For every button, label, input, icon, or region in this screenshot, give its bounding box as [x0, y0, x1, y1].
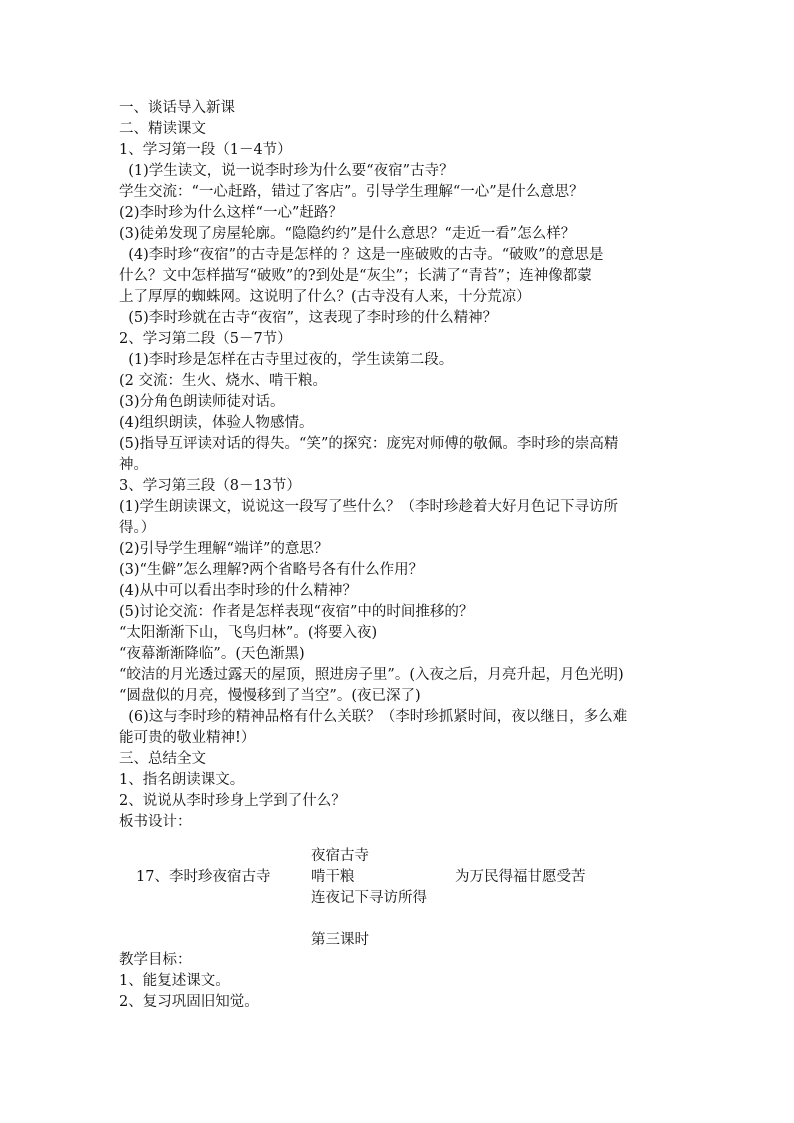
text-line: 板书设计：	[119, 814, 192, 830]
text-line: (3)分角色朗读师徒对话。	[119, 394, 285, 410]
text-line: (5)讨论交流：作者是怎样表现“夜宿”中的时间推移的？	[119, 604, 474, 620]
text-line: 一、谈话导入新课	[119, 100, 235, 116]
text-line: 二、精读课文	[119, 121, 206, 137]
text-line: “皎洁的月光透过露天的屋顶，照进房子里”。(入夜之后，月亮升起，月色光明)	[119, 667, 624, 683]
lesson-3-title: 第三课时	[311, 932, 369, 948]
text-line: (3)徒弟发现了房屋轮廓。“隐隐约约”是什么意思？“走近一看”怎么样？	[119, 226, 576, 242]
text-line: (2 交流：生火、烧水、啃干粮。	[119, 373, 327, 389]
text-line: “太阳渐渐下山，飞鸟归林”。(将要入夜)	[119, 625, 378, 641]
text-line: (4)从中可以看出李时珍的什么精神？	[119, 583, 358, 599]
text-line: (1)学生朗读课文，说说这一段写了些什么？（李时珍趁着大好月色记下寻访所	[119, 499, 619, 515]
text-line: “夜幕渐渐降临”。(天色渐黑)	[119, 646, 305, 662]
text-line: (1)李时珍是怎样在古寺里过夜的，学生读第二段。	[119, 352, 454, 368]
text-line: (4)组织朗读，体验人物感情。	[119, 415, 314, 431]
board-line-2: 啃干粮	[311, 869, 355, 885]
text-line: (1)学生读文，说一说李时珍为什么要“夜宿”古寺？	[119, 163, 454, 179]
text-line: 1、学习第一段（1－4节）	[119, 142, 292, 158]
text-line: 什么？文中怎样描写“破败”的?到处是“灰尘”；长满了“青苔”；连神像都蒙	[119, 268, 592, 284]
board-line-1: 夜宿古寺	[311, 848, 369, 864]
text-line: 2、复习巩固旧知觉。	[119, 994, 259, 1010]
text-line: (2)引导学生理解“端详”的意思？	[119, 541, 329, 557]
text-line: 三、总结全文	[119, 751, 206, 767]
board-summary: 为万民得福甘愿受苦	[455, 869, 586, 885]
text-line: (2)李时珍为什么这样“一心”赶路？	[119, 205, 343, 221]
text-line: (3)“生僻”怎么理解?两个省略号各有什么作用？	[119, 562, 424, 578]
board-design	[119, 846, 679, 908]
text-line: (6)这与李时珍的精神品格有什么关联？（李时珍抓紧时间，夜以继日，多么难	[119, 709, 628, 725]
text-line: 学生交流：“一心赶路，错过了客店”。引导学生理解“一心”是什么意思？	[119, 184, 584, 200]
text-line: (5)李时珍就在古寺“夜宿”，这表现了李时珍的什么精神？	[119, 310, 498, 326]
text-line: 教学目标：	[119, 952, 192, 968]
lesson-plan-body	[119, 98, 679, 833]
text-line: (4)李时珍“夜宿”的古寺是怎样的 ？这是一座破败的古寺。“破败”的意思是	[119, 247, 604, 263]
board-title: 17、李时珍夜宿古寺	[136, 869, 271, 885]
text-line: 能可贵的敬业精神!）	[119, 730, 256, 746]
text-line: (5)指导互评读对话的得失。“笑”的探究：庞宪对师傅的敬佩。李时珍的崇高精	[119, 436, 619, 452]
text-line: 得。）	[119, 520, 156, 536]
text-line: 2、说说从李时珍身上学到了什么？	[119, 793, 346, 809]
text-line: “圆盘似的月亮，慢慢移到了当空”。(夜已深了)	[119, 688, 421, 704]
text-line: 上了厚厚的蜘蛛网。这说明了什么？(古寺没有人来，十分荒凉）	[119, 289, 531, 305]
lesson-3-body	[119, 950, 679, 1013]
text-line: 1、指名朗读课文。	[119, 772, 245, 788]
text-line: 神。	[119, 457, 148, 473]
board-line-3: 连夜记下寻访所得	[311, 890, 427, 906]
text-line: 3、学习第三段（8－13节）	[119, 478, 301, 494]
text-line: 2、学习第二段（5－7节）	[119, 331, 292, 347]
text-line: 1、能复述课文。	[119, 973, 230, 989]
